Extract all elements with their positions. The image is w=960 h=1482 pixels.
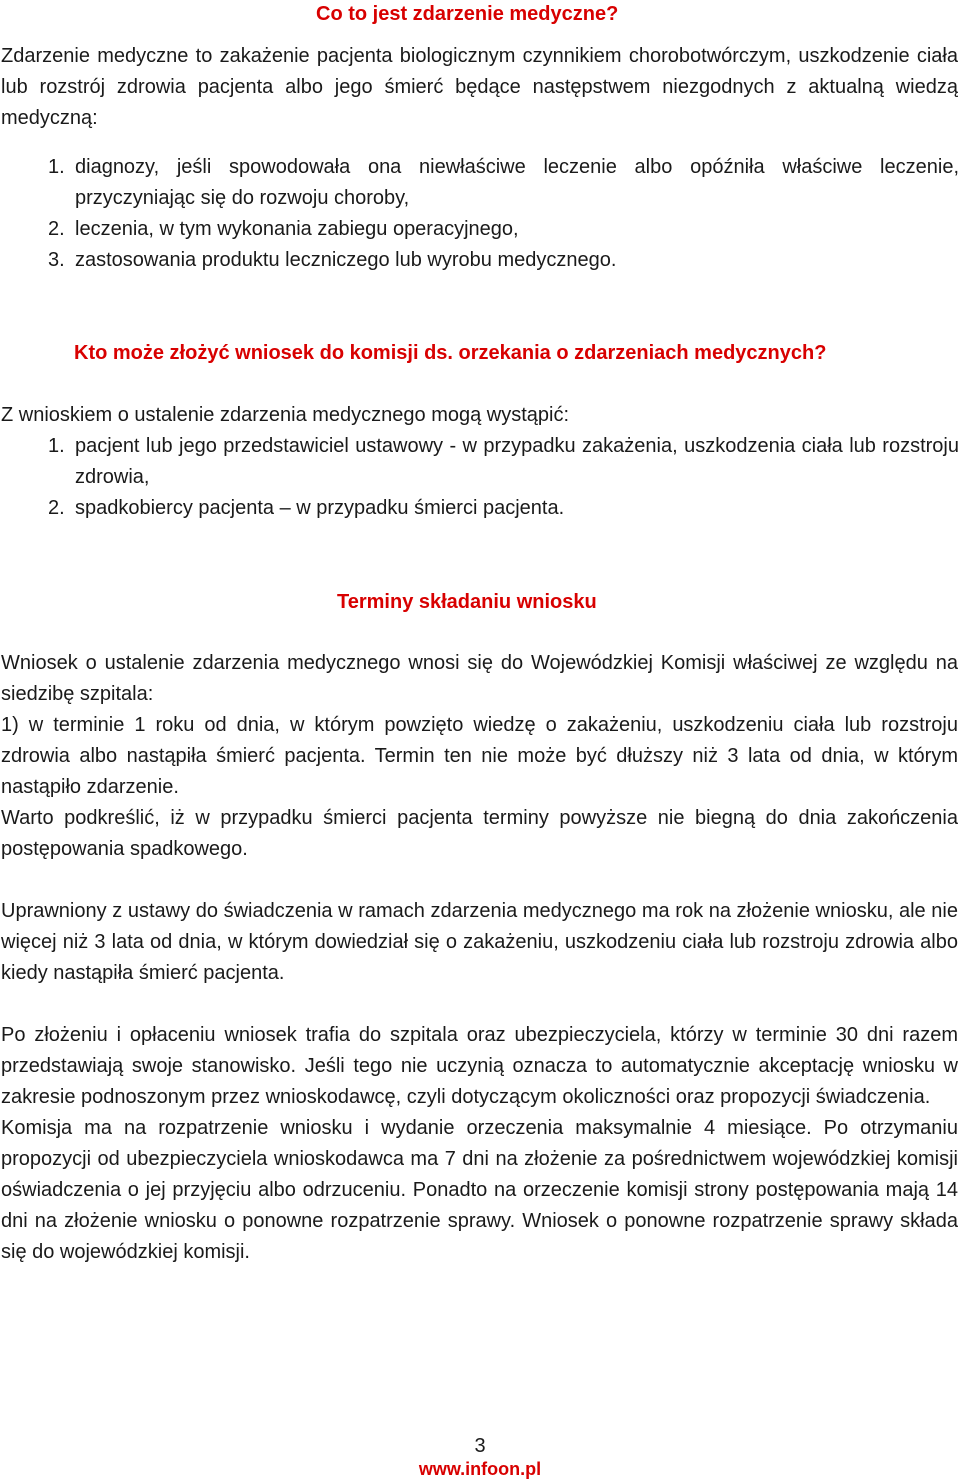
section-heading-who-can-apply: Kto może złożyć wniosek do komisji ds. orzekania o zdarzeniach medycznych? [74, 342, 827, 364]
deadlines-paragraph: Warto podkreślić, iż w przypadku śmierci pacjenta terminy powyższe nie biegną do dnia zakończenia postępowania spadkowego. [1, 807, 958, 860]
list-item [1, 214, 959, 245]
procedure-paragraph: Po złożeniu i opłaceniu wniosek trafia do szpitala oraz ubezpieczyciela, którzy w terminie 30 dni razem przedstawiają swoje stanowisko. Jeśli tego nie uczynią oznacza to automatycznie akceptację wniosku w zakresie podnoszonym przez wnioskodawcę, czyli dotyczącym okoliczności oraz propozycji świadczenia. [1, 1024, 958, 1108]
list-number: 2. [48, 218, 65, 240]
footer-website-link[interactable]: www.infoon.pl [418, 1459, 542, 1479]
eligibility-intro: Z wnioskiem o ustalenie zdarzenia medycznego mogą wystąpić: [1, 404, 570, 426]
list-item-text: pacjent lub jego przedstawiciel ustawowy - w przypadku zakażenia, uszkodzenia ciała lub rozstroju zdrowia, [75, 435, 959, 488]
list-number: 3. [48, 249, 65, 271]
procedure-paragraph: Komisja ma na rozpatrzenie wniosku i wydanie orzeczenia maksymalnie 4 miesiące. Po otrzymaniu propozycji od ubezpieczyciela wnioskodawca ma 7 dni na złożenie za pośrednictwem wojewódzkiej komisji oświadczenia o jej przyjęciu albo odrzuceniu. Ponadto na orzeczenie komisji strony postępowania mają 14 dni na złożenie wniosku o ponowne rozpatrzenie sprawy. Wniosek o ponowne rozpatrzenie sprawy składa się do wojewódzkiej komisji. [1, 1117, 958, 1263]
list-number: 1. [48, 435, 65, 457]
deadlines-paragraph: 1) w terminie 1 roku od dnia, w którym powzięto wiedzę o zakażeniu, uszkodzeniu ciała lub rozstroju zdrowia albo nastąpiła śmierć pacjenta. Termin ten nie może być dłuższy niż 3 lata od dnia, w którym nastąpiło zdarzenie. [1, 714, 958, 798]
list-item-text: diagnozy, jeśli spowodowała ona niewłaściwe leczenie albo opóźniła właściwe leczenie, przyczyniając się do rozwoju choroby, [75, 156, 959, 209]
list-item-text: spadkobiercy pacjenta – w przypadku śmierci pacjenta. [75, 497, 565, 519]
section-heading-medical-event: Co to jest zdarzenie medyczne? [316, 3, 619, 25]
deadlines-paragraph: Wniosek o ustalenie zdarzenia medycznego wnosi się do Wojewódzkiej Komisji właściwej ze względu na siedzibę szpitala: [1, 652, 958, 705]
section-heading-deadlines: Terminy składaniu wniosku [337, 591, 597, 613]
list-number: 1. [48, 156, 65, 178]
list-item-text: leczenia, w tym wykonania zabiegu operacyjnego, [75, 218, 519, 240]
list-item [1, 152, 959, 214]
list-item [1, 431, 959, 493]
deadlines-block [1, 648, 958, 865]
list-number: 2. [48, 497, 65, 519]
procedure-block [1, 1020, 958, 1268]
definition-list [1, 152, 959, 276]
page-number: 3 [474, 1435, 486, 1457]
eligibility-list [1, 431, 959, 524]
entitlement-paragraph: Uprawniony z ustawy do świadczenia w ramach zdarzenia medycznego ma rok na złożenie wniosku, ale nie więcej niż 3 lata od dnia, w którym dowiedział się o zakażeniu, uszkodzeniu ciała lub rozstroju zdrowia albo kiedy nastąpiła śmierć pacjenta. [1, 900, 958, 984]
list-item [1, 493, 959, 524]
list-item-text: zastosowania produktu leczniczego lub wyrobu medycznego. [75, 249, 617, 271]
list-item [1, 245, 959, 276]
definition-paragraph: Zdarzenie medyczne to zakażenie pacjenta biologicznym czynnikiem chorobotwórczym, uszkodzenie ciała lub rozstrój zdrowia pacjenta albo jego śmierć będące następstwem niezgodnych z aktualną wiedzą medyczną: [1, 45, 958, 129]
